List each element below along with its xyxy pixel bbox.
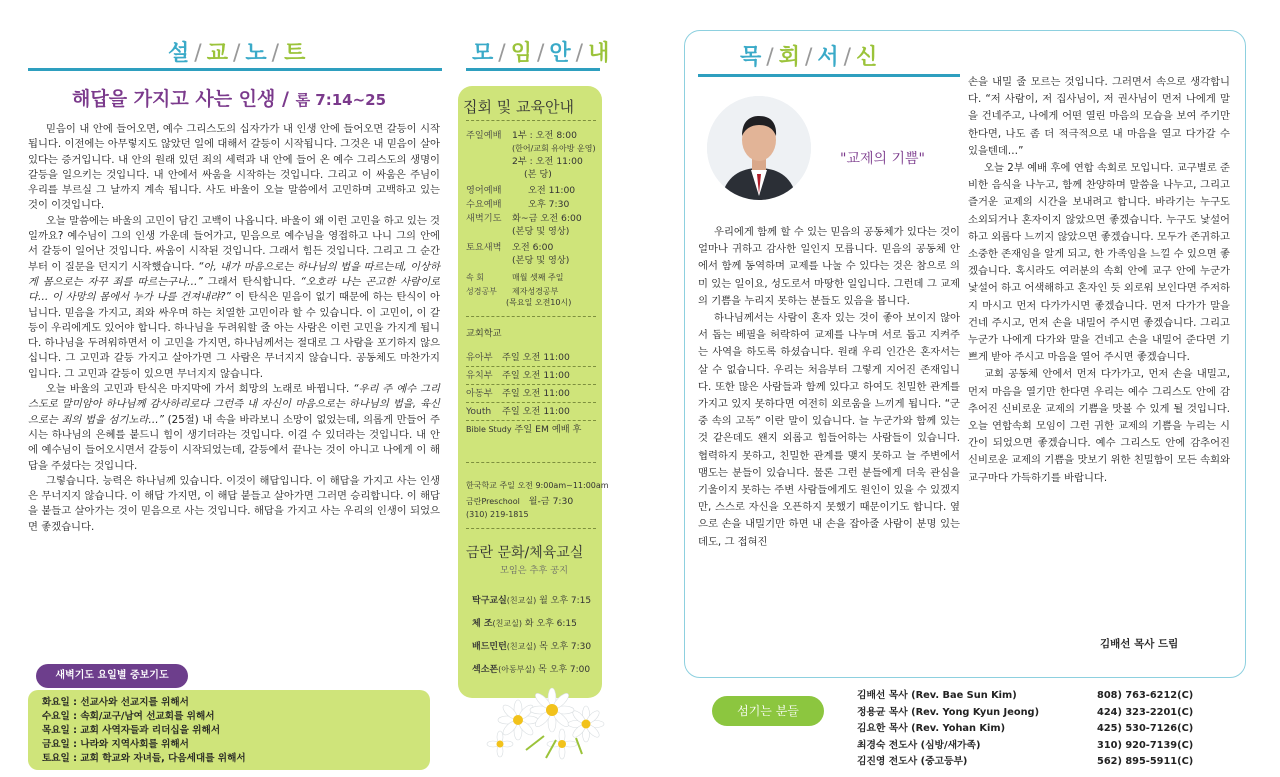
divider xyxy=(466,528,596,529)
school-row: Bible Study 주일 EM 예배 후 xyxy=(466,424,582,435)
sermon-paragraph: 오늘 바울의 고민과 탄식은 마지막에 가서 희망의 노래로 바뀝니다. “우리 주 예수 그리스도로 말미암아 하나님께 감사하리로다 그런즉 내 자신이 마음으로는 하나님의 법을, 육신으로는 죄의 법을 섬기노라…” (25절) 내 속을 바라보니 소망이 없었는데, 의롭게 만들어 주시는 하나님의 은혜를 붙드니 힘이 생기더라는 것입니다. 이걸 수 있더라는 것입니다. 내 안에 예수님이 들어오시면서 갈등이 시작되었는데, 갈등에서 끝나는 것이 아니고 나에게 이 해답을 주셨다는 것입니다. xyxy=(28,383,440,472)
sermon-paragraph: 오늘 말씀에는 바울의 고민이 담긴 고백이 나옵니다. 바울이 왜 이런 고민을 하고 있는 것일까요? 예수님이 그의 인생 가운데 들어가고, 믿음으로 예수님을 영접하고 나니 그의 안에서 갈등이 일어난 것입니다. 싸움이 시작된 것입니다. 그래서 힘든 것입니다. 그리고 그 순간부터 이 질문을 던지기 시작했습니다. “아, 내가 마음으로는 하나님의 법을 따르는데, 이상하게 몸으로는 자꾸 죄를 따르는구나…” 그래서 탄식합니다. “오호라 나는 곤고한 사람이로다… 이 사망의 몸에서 누가 나를 건져내랴?” 이 탄식은 믿음이 없기 때문에 하는 탄식이 아닙니다. 믿음을 가지고, 죄와 싸우며 하는 치열한 고민이라 할 수 있습니다. 이 고민이, 이 갈등이 우리에게도 있어야 합니다. 하나님을 두려워할 줄 아는 사람은 이런 고민을 가지게 됩니다. 하나님을 두려워하면서 이 고민을 가지면, 하나님께서는 절대로 그 사람을 포기하지 않으십니다. 그 고민과 갈등 가지고 살아가면 그 사람은 무너지지 않습니다. 공동체도 마찬가지 입니다. 그 고민과 갈등이 있으면 무너지지 않습니다. xyxy=(28,214,441,380)
school-row: Youth 주일 오전 11:00 xyxy=(466,406,570,417)
school-row: 유치부 주일 오전 11:00 xyxy=(466,370,570,381)
divider xyxy=(466,402,596,403)
class-row: 섹소폰(아동부실) 목 오후 7:00 xyxy=(472,665,591,675)
letter-body-left xyxy=(698,224,960,551)
prayer-item: 목요일 : 교회 사역자들과 리더십을 위해서 xyxy=(42,725,221,736)
pastor-photo xyxy=(707,96,811,200)
worship-row: 주일예배 1부 : 오전 8:00 xyxy=(466,130,577,141)
worship-row: 속 회 매월 셋째 주일 xyxy=(466,273,564,282)
staff-badge: 섬기는 분들 xyxy=(712,696,824,726)
staff-row: 김요한 목사 (Rev. Yohan Kim) 425) 530-7126(C) xyxy=(857,723,1194,734)
korean-school: 한국학교 주일 오전 9:00am~11:00am xyxy=(466,481,609,490)
worship-row: (목요일 오전10시) xyxy=(506,298,572,307)
divider xyxy=(466,384,596,385)
worship-row: (본 당) xyxy=(524,169,552,180)
worship-row: 2부 : 오전 11:00 xyxy=(512,156,583,167)
school-row: 유아부 주일 오전 11:00 xyxy=(466,352,570,363)
divider xyxy=(466,316,596,317)
sermon-body xyxy=(28,122,440,535)
letter-paragraph: 손을 내밀 줄 모르는 것입니다. 그러면서 속으로 생각합니다. “저 사람이, 저 집사님이, 저 권사님이 먼저 나에게 말을 건네주고, 나에게 어떤 열린 마음의 모습을 보여 주기만 한다면, 나도 좀 더 적극적으로 내 마음을 열고 다가갈 수 있을텐데…” xyxy=(968,76,1230,157)
pastor-portrait-icon xyxy=(707,96,811,200)
meeting-title-underline xyxy=(466,68,600,71)
class-row: 배드민턴(친교실) 목 오후 7:30 xyxy=(472,642,592,652)
worship-row: 토요새벽 오전 6:00 xyxy=(466,242,554,253)
staff-row: 최경숙 전도사 (심방/새가족) 310) 920-7139(C) xyxy=(857,739,1194,751)
divider xyxy=(466,462,596,463)
school-row: 아동부 주일 오전 11:00 xyxy=(466,388,570,399)
sermon-paragraph: 믿음이 내 안에 들어오면, 예수 그리스도의 십자가가 내 인생 안에 들어오면 갈등이 시작됩니다. 이전에는 아무렇지도 않았던 일에 대해서 갈등이 시작됩니다. 그것은 내 믿음이 살아 있다는 증거입니다. 내 안의 원래 있던 죄의 세력과 내 안에 들어 온 예수 그리스도의 생명이 갈등을 일으키는 것입니다. 내 안에서 싸움을 시작하는 것입니다. 그리고 이 싸움은 주님이 우리를 부르실 그 날까지 계속 됩니다. 사도 바울이 오늘 말씀에서 고민하며 고백하고 있는 것이 이것입니다. xyxy=(28,123,440,212)
class-row: 체 조(친교실) 화 오후 6:15 xyxy=(472,619,577,629)
prayer-list xyxy=(28,690,430,770)
worship-row: (본당 및 영상) xyxy=(512,226,570,237)
divider xyxy=(466,366,596,367)
worship-row: 수요예배 오후 7:30 xyxy=(466,199,570,210)
letter-section-title: 목 / 회 / 서 / 신 xyxy=(740,45,879,70)
worship-row: (본당 및 영상) xyxy=(512,255,570,266)
sermon-title: 해답을 가지고 사는 인생 / 롬 7:14~25 xyxy=(72,88,387,110)
prayer-item: 수요일 : 속회/교구/남여 선교회를 위해서 xyxy=(42,711,215,722)
divider xyxy=(466,420,596,421)
sermon-scripture: 롬 7:14~25 xyxy=(295,91,387,109)
letter-paragraph: 우리에게 함께 할 수 있는 믿음의 공동체가 있다는 것이 얼마나 귀하고 감사한 일인지 모릅니다. 믿음의 공동체 안에서 함께 동역하며 교제를 나눌 수 있다는 것은 참으로 의미 있는 일이요, 성도로서 마땅한 일입니다. 그런데 그 교제의 기쁨을 누리지 못하는 분들도 있음을 봅니다. xyxy=(698,226,960,307)
class-row: 탁구교실(친교실) 월 오후 7:15 xyxy=(472,596,592,606)
prayer-item: 화요일 : 선교사와 선교지를 위해서 xyxy=(42,697,189,708)
letter-paragraph: 오늘 2부 예배 후에 연합 속회로 모입니다. 교구별로 준비한 음식을 나누고, 함께 찬양하며 말씀을 나누고, 그리고 즐거운 교제의 시간을 보내려고 합니다. 바라기는 누구도 소외되거나 혼자이지 않았으면 좋겠습니다. 누구도 낯설어 하고 외롭다 느끼지 않았으면 좋겠습니다. 모두가 존귀하고 소중한 존재임을 알게 되고, 한 가족임을 느낄 수 있으면 좋겠습니다. 혹시라도 여러분의 속회 안에 교구 안에 누군가 낯설어 하고 어색해하고 혼자인 듯 외로워 보인다면 주저하지 마시고 먼저 다가가시면 좋겠습니다. 먼저 다가가 말을 건네 주시고, 먼저 손을 내밀어 주시면 좋겠습니다. 그리고 누군가 나에게 다가와 말을 건네고 손을 내밀어 준다면 기쁘게 받아 주시고 마음을 열어 주시면 좋겠습니다. xyxy=(968,162,1230,364)
staff-row: 김배선 목사 (Rev. Bae Sun Kim) 808) 763-6212(C) xyxy=(857,690,1194,701)
letter-signature: 김배선 목사 드림 xyxy=(1100,638,1179,650)
worship-row: 성경공부 제자성경공부 xyxy=(466,287,559,296)
preschool-phone: (310) 219-1815 xyxy=(466,510,529,519)
sermon-section-title: 설 / 교 / 노 / 트 xyxy=(168,41,307,66)
daisy-illustration xyxy=(486,680,616,760)
culture-sub: 모임은 추후 공지 xyxy=(500,565,568,576)
prayer-item: 금요일 : 나라와 지역사회를 위해서 xyxy=(42,739,189,750)
daisy-flower-icon xyxy=(487,731,513,757)
daisy-flower-icon xyxy=(530,688,574,732)
sermon-paragraph: 그렇습니다. 능력은 하나님께 있습니다. 이것이 해답입니다. 이 해답을 가지고 사는 인생은 무너지지 않습니다. 이 해답 가지면, 이 해답 붙들고 살아가면 그러면 승리합니다. 이 해답을 붙들고 살아가는 것이 믿음으로 사는 것입니다. 해답을 가지고 사는 우리의 인생이 되었으면 좋겠습니다. xyxy=(28,474,440,533)
meeting-heading: 집회 및 교육안내 xyxy=(463,98,574,116)
prayer-badge: 새벽기도 요일별 중보기도 xyxy=(36,664,188,688)
worship-row: 영어예배 오전 11:00 xyxy=(466,185,576,196)
staff-list xyxy=(857,688,1237,771)
meeting-section-title: 모 / 임 / 안 / 내 xyxy=(472,41,611,66)
culture-heading: 금란 문화/체육교실 xyxy=(466,545,584,561)
daisy-flower-icon xyxy=(568,706,604,742)
daisy-flower-icon xyxy=(498,700,538,740)
preschool-row: 금란Preschool 월-금 7:30 xyxy=(466,496,574,507)
worship-row: 새벽기도 화~금 오전 6:00 xyxy=(466,213,582,224)
staff-row: 정용균 목사 (Rev. Yong Kyun Jeong) 424) 323-2201(C) xyxy=(857,706,1194,718)
school-heading: 교회학교 xyxy=(466,328,502,339)
sermon-title-underline xyxy=(28,68,442,71)
letter-paragraph: 하나님께서는 사람이 혼자 있는 것이 좋아 보이지 않아서 돕는 베필을 허락하여 교제를 나누며 서로 돕고 지켜주는 사역을 하도록 하셨습니다. 원래 우리 인간은 혼자서는 살 수 없습니다. 우리는 처음부터 그렇게 지어진 존재입니다. 또한 많은 사람들과 함께 있다고 하여도 친밀한 관계를 가지고 있지 못하다면 여전히 외로움을 느끼게 됩니다. “군중 속의 고독” 이란 말이 있습니다. 늘 누군가와 함께 있는 것 같은데도 왠지 외롭고 힘들어하는 사람들이 있습니다. 협력하지 못하고, 친밀한 관계를 맺지 못하고 늘 주변에서 맴도는 분들이 있습니다. 물론 그런 분들에게 더욱 관심을 기울이지 못하는 주변 사람들에게도 원인이 있을 수 있겠지만, 스스로 자신을 오픈하지 못했기 때문이기도 합니다. 옆으로 손을 내밀기만 하면 내 손을 잡아줄 사람이 분명 있는데도, 그 접혀진 xyxy=(698,312,960,548)
letter-body-right xyxy=(968,74,1230,487)
letter-quote: "교제의 기쁨" xyxy=(840,151,925,167)
prayer-item: 토요일 : 교회 학교와 자녀들, 다음세대를 위해서 xyxy=(42,753,246,764)
staff-row: 김진영 전도사 (중고등부) 562) 895-5911(C) xyxy=(857,756,1194,767)
daisy-flower-icon xyxy=(547,729,577,759)
letter-title-underline xyxy=(698,74,960,77)
worship-row: (한어/교회 유아방 운영) xyxy=(512,144,596,153)
letter-paragraph: 교회 공동체 안에서 먼저 다가가고, 먼저 손을 내밀고, 먼저 마음을 열기만 한다면 우리는 예수 그리스도 안에 감추어진 신비로운 교제의 기쁨을 맛볼 수 있게 될 것입니다. 오늘 연합속회 모임이 그런 귀한 교제의 기쁨을 누리는 시간이 되었으면 좋겠습니다. 예수 그리스도 안에 감추어진 신비로운 교제의 기쁨을 맛보기 위한 친밀함이 모든 속회와 교구마다 가득하기를 바랍니다. xyxy=(968,368,1230,484)
divider xyxy=(466,120,596,121)
